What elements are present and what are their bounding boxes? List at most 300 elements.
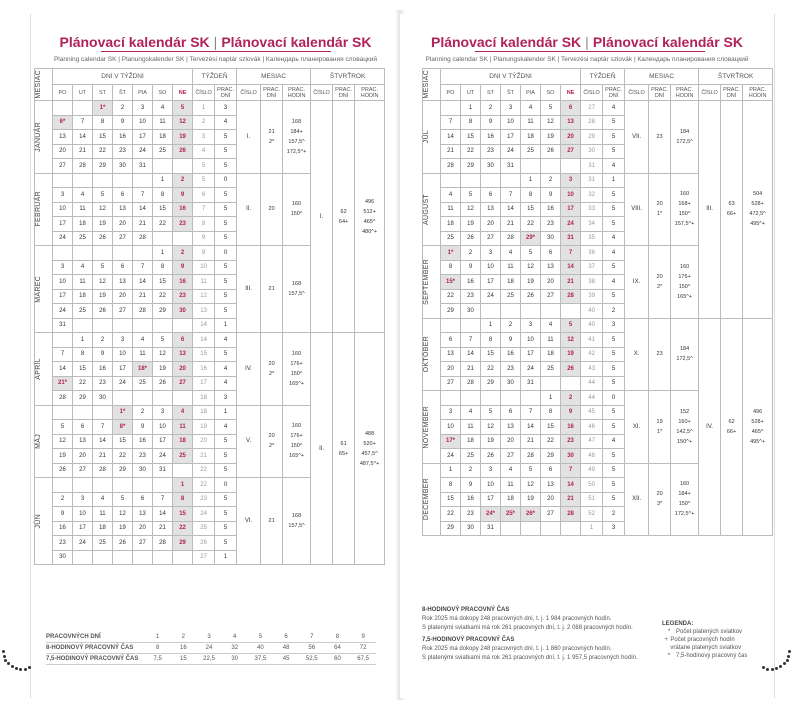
day-cell	[133, 173, 153, 188]
day-cell: 8	[441, 260, 461, 275]
day-cell: 8	[441, 478, 461, 493]
week-workdays: 2	[603, 507, 625, 522]
day-cell: 7	[53, 347, 73, 362]
day-cell: 14	[441, 130, 461, 145]
day-cell: 21	[501, 217, 521, 232]
day-cell	[481, 304, 501, 319]
header-weekdays: DNI V TÝŽDNI	[53, 69, 193, 85]
day-cell: 22	[153, 289, 173, 304]
day-cell: 31	[53, 318, 73, 333]
day-cell: 16	[541, 202, 561, 217]
day-cell: 11	[541, 333, 561, 348]
footer-value: 7,5	[153, 656, 162, 662]
week-workdays: 5	[215, 159, 237, 174]
header-month-hours: PRAC. HODÍN	[671, 85, 699, 101]
week-number: 1	[193, 101, 215, 116]
week-workdays: 4	[215, 333, 237, 348]
week-workdays: 1	[215, 550, 237, 565]
week-workdays: 4	[215, 420, 237, 435]
left-title-b: Plánovací kalendár SK	[221, 34, 372, 50]
binding-dot	[771, 668, 774, 671]
binding-dot	[15, 667, 18, 670]
footer-value: 5	[258, 634, 263, 640]
header-day: UT	[461, 85, 481, 101]
week-workdays: 4	[603, 231, 625, 246]
left-title-rule	[101, 51, 331, 52]
day-cell: 23	[93, 376, 113, 391]
day-cell: 1	[173, 478, 193, 493]
footer-value: 9	[361, 634, 365, 640]
header-quarter: ŠTVRŤROK	[311, 69, 385, 85]
week-number: 6	[193, 188, 215, 203]
day-cell: 9	[541, 188, 561, 203]
day-cell: 5	[521, 246, 541, 261]
header-quarter-days: PRAC. DNÍ	[721, 85, 743, 101]
binding-dot	[783, 662, 786, 665]
month-workdays: 20 3*	[649, 463, 671, 536]
day-cell: 24	[53, 304, 73, 319]
quarter-workdays: 61 65+	[333, 333, 355, 565]
day-cell: 9	[561, 405, 581, 420]
month-name-cell	[35, 405, 53, 478]
month-workdays: 21 2*	[261, 101, 283, 174]
day-cell: 10	[53, 275, 73, 290]
day-cell	[113, 318, 133, 333]
legend-item-75h: 7,5-hodinový pracovný čas	[676, 653, 748, 659]
footer-value: 15	[179, 656, 187, 662]
day-cell: 2	[481, 101, 501, 116]
left-calendar-table	[34, 68, 385, 565]
week-workdays: 5	[215, 463, 237, 478]
day-cell: 23	[541, 217, 561, 232]
day-cell	[521, 304, 541, 319]
day-cell: 14	[93, 434, 113, 449]
month-roman: VIII.	[625, 173, 649, 246]
day-cell	[521, 159, 541, 174]
day-cell: 1*	[113, 405, 133, 420]
day-cell: 20	[113, 289, 133, 304]
week-number: 45	[581, 405, 603, 420]
day-cell: 6	[481, 188, 501, 203]
day-cell	[153, 231, 173, 246]
week-row	[35, 101, 385, 116]
week-number: 26	[193, 536, 215, 551]
header-day: UT	[73, 85, 93, 101]
day-cell: 15	[93, 130, 113, 145]
week-number: 48	[581, 449, 603, 464]
day-cell: 30	[501, 376, 521, 391]
week-number: 7	[193, 202, 215, 217]
day-cell	[441, 101, 461, 116]
day-cell: 17	[481, 492, 501, 507]
week-number: 11	[193, 275, 215, 290]
day-cell: 1	[481, 318, 501, 333]
header-quarter: ŠTVRŤROK	[699, 69, 773, 85]
day-cell	[53, 333, 73, 348]
week-workdays: 5	[215, 144, 237, 159]
header-month-stats: MESIAC	[625, 69, 699, 85]
day-cell	[93, 550, 113, 565]
day-cell: 22	[481, 362, 501, 377]
day-cell: 30	[561, 449, 581, 464]
day-cell: 17	[53, 217, 73, 232]
day-cell: 26	[113, 536, 133, 551]
day-cell: 2	[461, 246, 481, 261]
week-number: 30	[581, 144, 603, 159]
day-cell: 2	[93, 333, 113, 348]
week-workdays: 5	[215, 202, 237, 217]
day-cell	[73, 101, 93, 116]
day-cell: 16	[53, 521, 73, 536]
week-workdays: 4	[603, 101, 625, 116]
binding-dot	[787, 655, 790, 658]
day-cell: 20	[541, 275, 561, 290]
day-cell: 28	[561, 289, 581, 304]
day-cell: 26	[173, 144, 193, 159]
day-cell: 16	[481, 130, 501, 145]
day-cell: 26	[561, 362, 581, 377]
week-workdays: 5	[215, 507, 237, 522]
week-number: 34	[581, 217, 603, 232]
header-week: TÝŽDEŇ	[193, 69, 237, 85]
day-cell: 6	[113, 188, 133, 203]
day-cell	[153, 318, 173, 333]
day-cell: 1	[441, 463, 461, 478]
week-workdays: 0	[215, 173, 237, 188]
day-cell	[561, 376, 581, 391]
month-name-cell	[423, 101, 441, 174]
quarter-workhours: 504 528+ 472,5^ 495^+	[743, 101, 773, 319]
week-workdays: 5	[215, 289, 237, 304]
month-workdays: 20	[261, 173, 283, 246]
day-cell: 31	[481, 521, 501, 536]
day-cell: 12	[561, 333, 581, 348]
right-title-a: Plánovací kalendár SK	[430, 34, 582, 50]
month-workhours: 184 172,5^	[671, 101, 699, 174]
day-cell: 3	[53, 188, 73, 203]
day-cell: 18	[501, 492, 521, 507]
day-cell: 30	[93, 391, 113, 406]
day-cell: 6	[113, 260, 133, 275]
day-cell: 13	[441, 347, 461, 362]
day-cell	[93, 405, 113, 420]
day-cell	[153, 478, 173, 493]
note-75h-line1: Rok 2025 má dokopy 248 pracovných dní, t. j. 1 860 pracovných hodín.	[422, 646, 612, 652]
day-cell: 10	[73, 507, 93, 522]
day-cell: 18	[461, 434, 481, 449]
day-cell: 6	[501, 405, 521, 420]
day-cell: 22	[153, 217, 173, 232]
day-cell: 22	[461, 144, 481, 159]
week-number: 15	[193, 347, 215, 362]
day-cell: 14	[501, 202, 521, 217]
day-cell: 24	[53, 231, 73, 246]
day-cell: 4	[541, 318, 561, 333]
footer-value: 24	[205, 645, 213, 651]
day-cell: 12	[53, 434, 73, 449]
day-cell: 2	[113, 101, 133, 116]
day-cell: 27	[53, 159, 73, 174]
day-cell: 31	[521, 376, 541, 391]
day-cell: 13	[481, 202, 501, 217]
week-workdays: 5	[603, 188, 625, 203]
footer-value: 37,5	[254, 656, 267, 662]
month-roman: IX.	[625, 246, 649, 319]
day-cell: 18	[173, 434, 193, 449]
month-workdays: 23	[649, 101, 671, 174]
footer-value: 64	[334, 645, 341, 651]
day-cell: 15	[173, 507, 193, 522]
footer-value: 52,5	[305, 656, 318, 662]
week-workdays: 2	[603, 304, 625, 319]
day-cell: 13	[113, 202, 133, 217]
month-roman: III.	[237, 246, 261, 333]
right-title: Plánovací kalendár SK | Plánovací kalendár SK	[430, 34, 743, 50]
quarter-roman: II.	[311, 333, 333, 565]
day-cell: 2	[501, 318, 521, 333]
day-cell: 11	[73, 202, 93, 217]
week-workdays: 0	[215, 246, 237, 261]
week-number: 36	[581, 246, 603, 261]
day-cell: 13	[541, 260, 561, 275]
day-cell: 19	[93, 217, 113, 232]
day-cell: 5	[561, 318, 581, 333]
day-cell: 5	[93, 188, 113, 203]
day-cell: 29*	[521, 231, 541, 246]
day-cell: 25*	[501, 507, 521, 522]
day-cell: 30	[113, 159, 133, 174]
left-footer-table	[46, 632, 376, 665]
day-cell: 13	[561, 115, 581, 130]
day-cell: 3	[561, 173, 581, 188]
week-workdays: 5	[215, 434, 237, 449]
day-cell: 8	[461, 115, 481, 130]
day-cell	[461, 318, 481, 333]
week-workdays: 5	[215, 188, 237, 203]
week-workdays: 5	[603, 260, 625, 275]
month-workdays: 20 2*	[261, 405, 283, 478]
day-cell: 14	[561, 260, 581, 275]
week-workdays: 4	[215, 362, 237, 377]
month-workhours: 160 184+ 150^ 172,5^+	[671, 463, 699, 536]
day-cell: 3	[53, 260, 73, 275]
legend-title: LEGENDA:	[662, 621, 694, 627]
week-number: 44	[581, 376, 603, 391]
day-cell: 3	[441, 405, 461, 420]
day-cell: 10	[133, 115, 153, 130]
day-cell: 7	[501, 188, 521, 203]
day-cell: 11	[173, 420, 193, 435]
month-name: JANUÁR	[35, 121, 42, 152]
header-month	[35, 69, 53, 101]
legend-symbol-star: *	[667, 629, 671, 635]
day-cell: 4	[501, 246, 521, 261]
day-cell: 5	[481, 405, 501, 420]
week-number: 13	[193, 304, 215, 319]
day-cell: 22	[93, 144, 113, 159]
header-day: NE	[173, 85, 193, 101]
day-cell	[461, 173, 481, 188]
day-cell: 9	[481, 115, 501, 130]
day-cell: 31	[133, 159, 153, 174]
day-cell	[153, 550, 173, 565]
week-number: 40	[581, 318, 603, 333]
week-number: 18	[193, 405, 215, 420]
month-name: SEPTEMBER	[423, 258, 430, 305]
week-number: 22	[193, 478, 215, 493]
day-cell	[501, 391, 521, 406]
binding-dot	[775, 667, 778, 670]
day-cell: 23	[113, 144, 133, 159]
day-cell: 16	[461, 275, 481, 290]
month-workdays: 20 2*	[649, 246, 671, 319]
week-number: 1	[581, 521, 603, 536]
day-cell: 9	[133, 420, 153, 435]
day-cell: 12	[521, 478, 541, 493]
footer-value: 4	[233, 634, 237, 640]
header-quarter-number: ČÍSLO	[699, 85, 721, 101]
footer-value: 40	[257, 645, 264, 651]
week-workdays: 5	[215, 521, 237, 536]
week-number: 5	[193, 173, 215, 188]
day-cell: 29	[173, 536, 193, 551]
day-cell: 7	[133, 260, 153, 275]
day-cell: 3	[481, 463, 501, 478]
day-cell: 9	[501, 333, 521, 348]
header-day: PO	[441, 85, 461, 101]
day-cell: 13	[501, 420, 521, 435]
legend-item-holidays: Počet platených sviatkov	[676, 629, 743, 635]
day-cell: 24	[501, 144, 521, 159]
day-cell: 26	[521, 289, 541, 304]
day-cell	[173, 391, 193, 406]
week-number: 31	[581, 159, 603, 174]
day-cell: 2	[561, 391, 581, 406]
day-cell: 30	[461, 304, 481, 319]
week-workdays: 5	[215, 347, 237, 362]
day-cell	[153, 391, 173, 406]
day-cell: 9	[113, 115, 133, 130]
day-cell: 5	[521, 463, 541, 478]
week-row	[423, 101, 773, 116]
week-number: 4	[193, 144, 215, 159]
day-cell: 6	[173, 333, 193, 348]
month-workhours: 160 176+ 150^ 165^+	[283, 333, 311, 406]
day-cell: 13	[53, 130, 73, 145]
day-cell	[441, 391, 461, 406]
day-cell: 1	[461, 101, 481, 116]
header-quarter-days: PRAC. DNÍ	[333, 85, 355, 101]
header-week-number: ČÍSLO	[193, 85, 215, 101]
day-cell	[73, 246, 93, 261]
day-cell: 1	[153, 246, 173, 261]
day-cell: 27	[481, 231, 501, 246]
day-cell: 17	[481, 275, 501, 290]
week-number: 40	[581, 304, 603, 319]
week-workdays: 3	[215, 101, 237, 116]
day-cell	[501, 304, 521, 319]
legend-symbol-caret: ^	[667, 653, 671, 659]
day-cell: 19	[53, 449, 73, 464]
day-cell: 16	[461, 492, 481, 507]
day-cell: 14	[133, 202, 153, 217]
month-name-cell	[423, 318, 441, 391]
day-cell: 4	[153, 101, 173, 116]
month-workhours: 160 176+ 150^ 165^+	[671, 246, 699, 319]
day-cell: 1	[541, 391, 561, 406]
day-cell	[113, 173, 133, 188]
day-cell: 18	[541, 347, 561, 362]
week-number: 21	[193, 449, 215, 464]
day-cell: 25	[521, 144, 541, 159]
day-cell: 23	[133, 449, 153, 464]
month-workdays: 21	[261, 478, 283, 565]
month-workdays: 20 2*	[261, 333, 283, 406]
header-month-label: MESIAC	[35, 70, 42, 99]
binding-dot	[762, 666, 765, 669]
month-name: NOVEMBER	[423, 405, 430, 448]
day-cell: 21	[133, 289, 153, 304]
day-cell: 20	[541, 492, 561, 507]
week-workdays: 5	[603, 289, 625, 304]
day-cell: 29	[113, 463, 133, 478]
day-cell: 23	[501, 362, 521, 377]
day-cell	[153, 159, 173, 174]
day-cell: 14	[521, 420, 541, 435]
day-cell: 28	[461, 376, 481, 391]
binding-dot	[788, 650, 791, 653]
month-name-cell	[423, 391, 441, 464]
day-cell: 7	[521, 405, 541, 420]
binding-dot	[779, 665, 782, 668]
header-day: PIA	[133, 85, 153, 101]
day-cell	[561, 521, 581, 536]
day-cell	[541, 159, 561, 174]
week-workdays: 5	[603, 202, 625, 217]
month-workhours: 152 160+ 142,5^ 150^+	[671, 391, 699, 464]
week-workdays: 5	[603, 376, 625, 391]
day-cell: 11	[93, 507, 113, 522]
week-number: 38	[581, 275, 603, 290]
day-cell: 14	[561, 478, 581, 493]
day-cell: 10	[481, 478, 501, 493]
day-cell: 12	[153, 347, 173, 362]
day-cell: 28	[133, 304, 153, 319]
day-cell: 28	[53, 391, 73, 406]
day-cell: 1	[521, 173, 541, 188]
day-cell: 28	[441, 159, 461, 174]
day-cell: 25	[73, 304, 93, 319]
month-workhours: 160 168+ 150^ 157,5^+	[671, 173, 699, 246]
header-day: ŠT	[113, 85, 133, 101]
day-cell: 17	[153, 434, 173, 449]
header-day: ST	[93, 85, 113, 101]
day-cell: 6	[441, 333, 461, 348]
footer-value: 8	[335, 634, 340, 640]
day-cell: 4	[73, 260, 93, 275]
day-cell	[133, 550, 153, 565]
day-cell: 16	[501, 347, 521, 362]
footer-row	[46, 632, 376, 643]
header-day: SO	[541, 85, 561, 101]
day-cell: 18	[93, 521, 113, 536]
day-cell: 16	[93, 362, 113, 377]
week-number: 43	[581, 362, 603, 377]
day-cell: 20	[481, 217, 501, 232]
day-cell: 25	[461, 449, 481, 464]
week-workdays: 5	[215, 217, 237, 232]
month-workhours: 168 157,5^	[283, 246, 311, 333]
